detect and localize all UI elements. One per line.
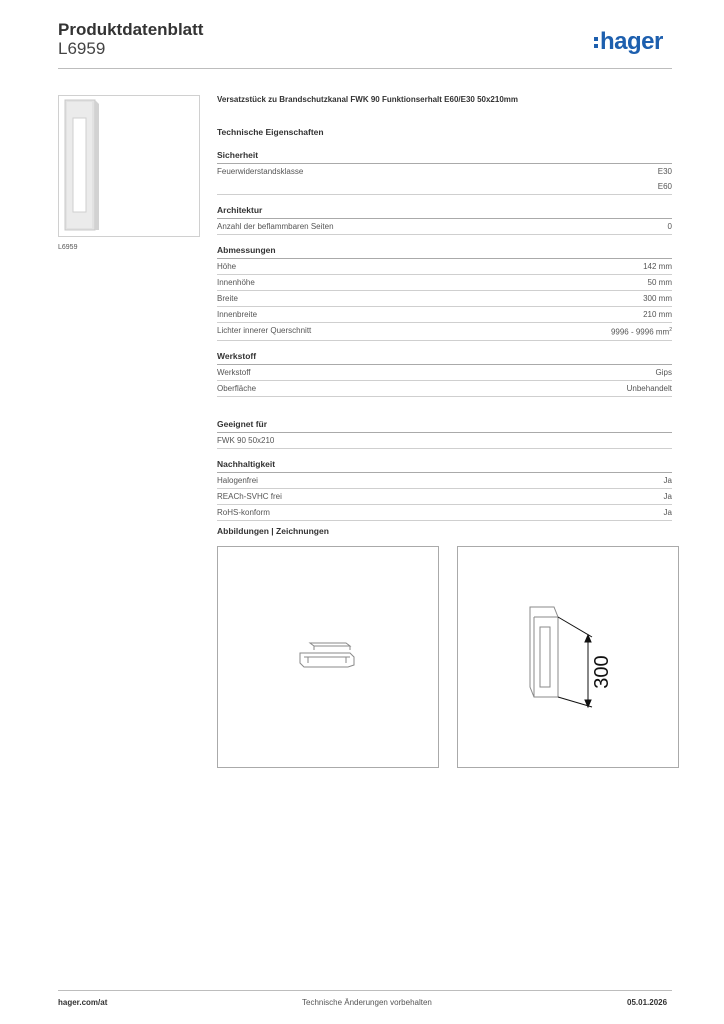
table-row bbox=[217, 164, 672, 195]
row-value: 50 mm bbox=[647, 278, 672, 287]
product-thumbnail-image bbox=[59, 96, 199, 236]
row-label: Höhe bbox=[217, 262, 237, 271]
header-divider bbox=[58, 68, 672, 69]
row-value: 0 bbox=[667, 222, 672, 231]
row-label: Halogenfrei bbox=[217, 475, 258, 485]
section-nachhaltigkeit bbox=[217, 459, 672, 521]
dimension-label: 300 bbox=[591, 655, 613, 689]
logo-text: hager bbox=[600, 28, 663, 55]
value-e30: E30 bbox=[657, 167, 672, 176]
properties-panel bbox=[217, 95, 672, 521]
unit-superscript: 2 bbox=[669, 327, 672, 333]
section-title: Sicherheit bbox=[217, 150, 672, 164]
images-title: Abbildungen | Zeichnungen bbox=[217, 526, 329, 536]
section-werkstoff bbox=[217, 351, 672, 397]
row-label: Breite bbox=[217, 294, 238, 303]
footer-notice: Technische Änderungen vorbehalten bbox=[302, 998, 432, 1007]
table-row bbox=[217, 365, 672, 381]
row-label: Oberfläche bbox=[217, 383, 257, 393]
row-value: 210 mm bbox=[643, 310, 672, 319]
row-label: Feuerwiderstandsklasse bbox=[217, 167, 304, 176]
section-title: Geeignet für bbox=[217, 419, 672, 433]
product-thumbnail bbox=[58, 95, 200, 237]
row-value: 142 mm bbox=[643, 262, 672, 271]
table-row bbox=[217, 473, 672, 489]
section-title: Werkstoff bbox=[217, 351, 672, 365]
cross-section-value: 9996 - 9996 mm bbox=[610, 327, 670, 337]
logo-dots-icon bbox=[594, 34, 599, 51]
row-value bbox=[658, 164, 672, 194]
footer-date: 05.01.2026 bbox=[627, 998, 668, 1007]
table-row bbox=[217, 307, 672, 323]
hager-logo[interactable] bbox=[594, 28, 663, 56]
row-label: FWK 90 50x210 bbox=[217, 435, 275, 445]
table-row bbox=[217, 323, 672, 341]
row-value: Ja bbox=[663, 491, 672, 501]
table-row bbox=[217, 489, 672, 505]
section-sicherheit bbox=[217, 150, 672, 195]
row-label: Innenbreite bbox=[217, 310, 258, 319]
row-value: 300 mm bbox=[643, 294, 672, 303]
product-code: L6959 bbox=[58, 39, 106, 58]
dimension-drawing bbox=[458, 547, 678, 767]
section-title: Abmessungen bbox=[217, 245, 672, 259]
thumbnail-caption: L6959 bbox=[58, 244, 78, 251]
row-label: RoHS-konform bbox=[217, 507, 270, 517]
row-label: REACh-SVHC frei bbox=[217, 491, 282, 501]
footer-website-link[interactable]: hager.com/at bbox=[58, 998, 108, 1007]
drawing-box-2 bbox=[457, 546, 679, 768]
row-value: Unbehandelt bbox=[626, 383, 672, 393]
section-geeignet bbox=[217, 419, 672, 449]
table-row bbox=[217, 505, 672, 521]
table-row bbox=[217, 433, 672, 449]
table-row bbox=[217, 219, 672, 235]
row-label: Lichter innerer Querschnitt bbox=[217, 326, 312, 335]
row-label: Innenhöhe bbox=[217, 278, 255, 287]
row-value: Ja bbox=[663, 507, 672, 517]
section-architektur bbox=[217, 205, 672, 235]
row-value: Ja bbox=[663, 475, 672, 485]
value-e60: E60 bbox=[657, 182, 672, 191]
table-row bbox=[217, 291, 672, 307]
table-row bbox=[217, 275, 672, 291]
footer-divider bbox=[58, 990, 672, 991]
table-row bbox=[217, 381, 672, 397]
row-label: Werkstoff bbox=[217, 367, 251, 377]
piece-drawing bbox=[218, 547, 438, 767]
section-title: Nachhaltigkeit bbox=[217, 459, 672, 473]
table-row bbox=[217, 259, 672, 275]
technical-properties-title: Technische Eigenschaften bbox=[217, 127, 324, 137]
document-title: Produktdatenblatt bbox=[58, 20, 204, 39]
row-label: Anzahl der beflammbaren Seiten bbox=[217, 222, 334, 231]
row-value: Gips bbox=[655, 367, 672, 377]
section-abmessungen bbox=[217, 245, 672, 341]
section-title: Architektur bbox=[217, 205, 672, 219]
row-value bbox=[611, 323, 672, 340]
drawing-box-1 bbox=[217, 546, 439, 768]
product-name: Versatzstück zu Brandschutzkanal FWK 90 Funktionserhalt E60/E30 50x210mm bbox=[217, 95, 518, 104]
